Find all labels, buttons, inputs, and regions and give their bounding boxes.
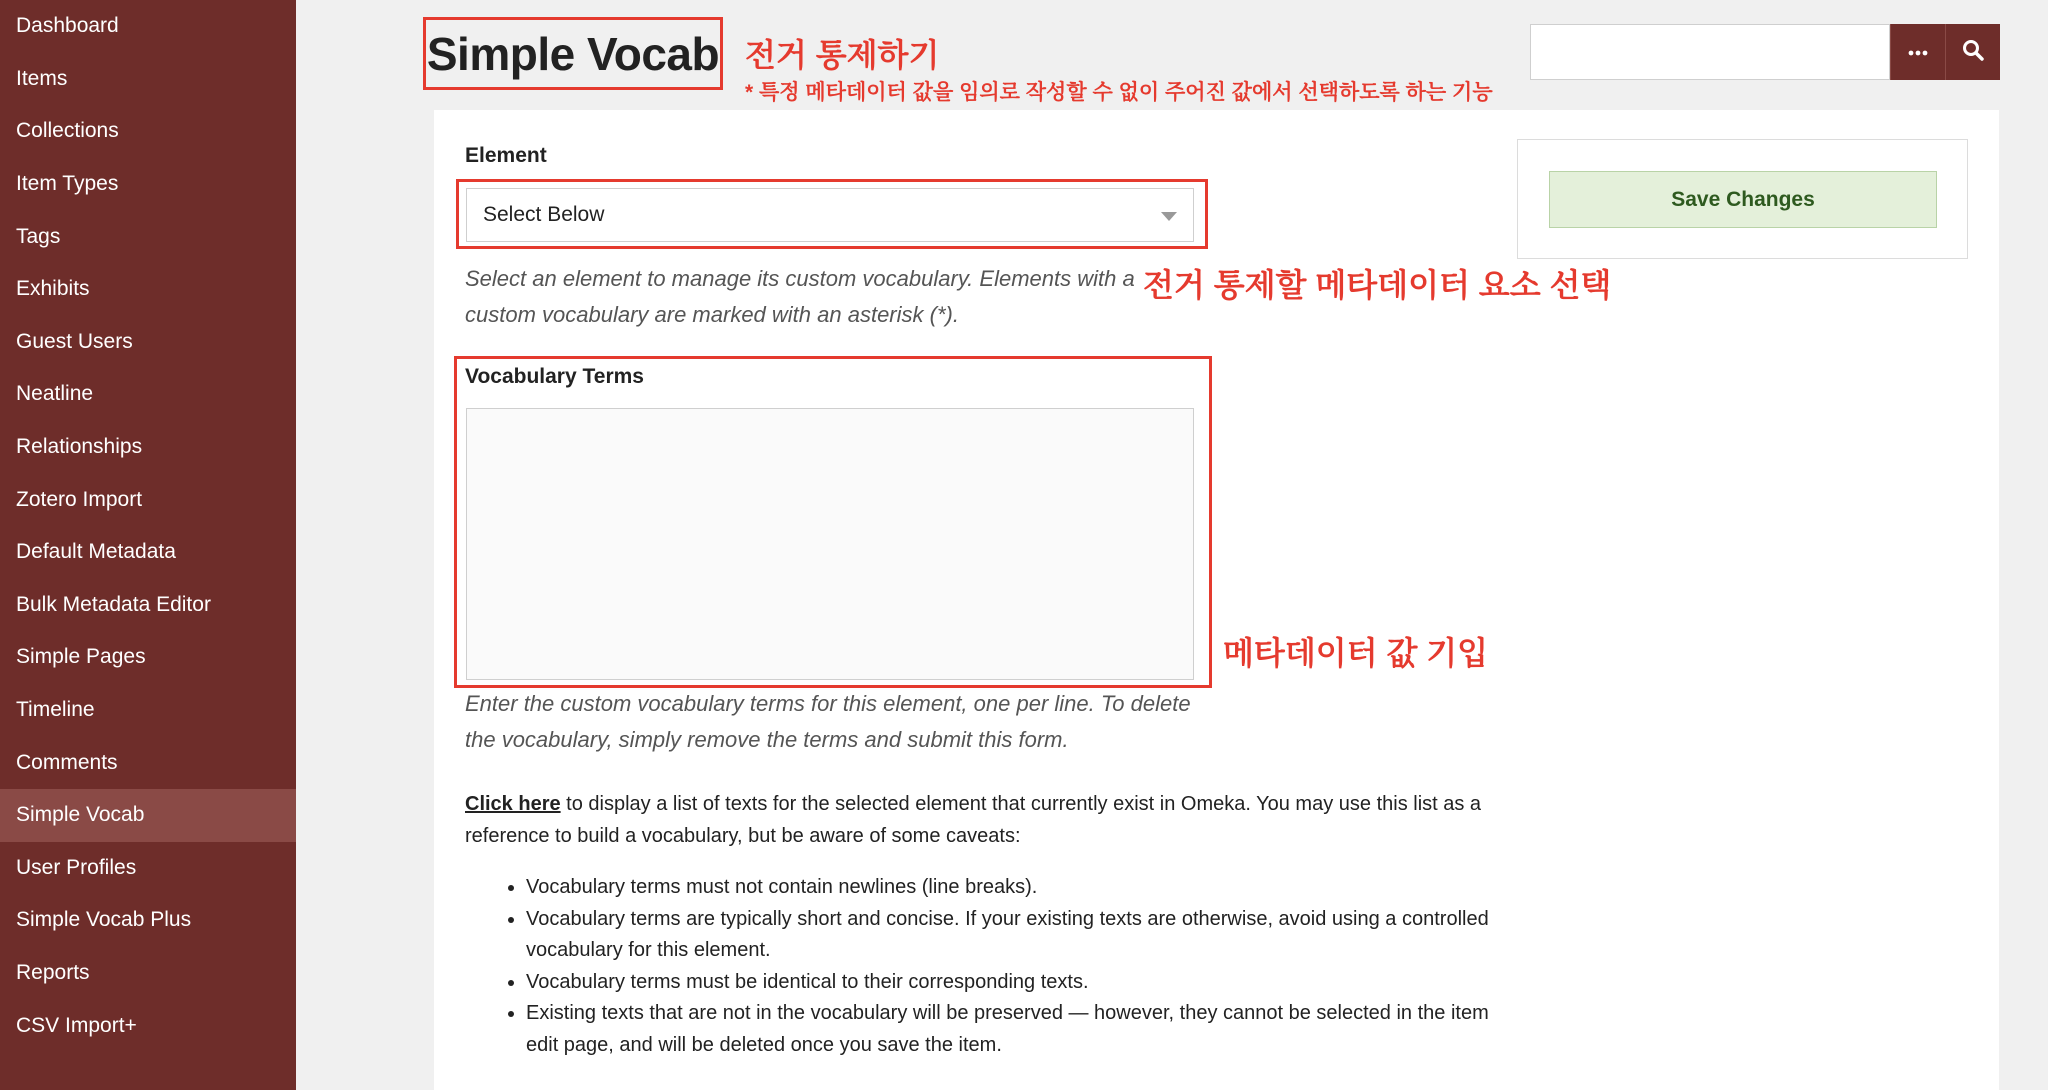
sidebar-item-simple-pages[interactable] [0,631,296,684]
vocab-help-text: Enter the custom vocabulary terms for this element, one per line. To delete the vocabulary, simply remove the terms and submit this form. [465,691,1191,752]
sidebar-item-label: Tags [16,224,61,248]
sidebar-item-label: Simple Vocab [16,803,145,827]
annotation-title: 전거 통제하기 [745,37,940,73]
sidebar-item-exhibits[interactable] [0,263,296,316]
caveat-list [506,872,1496,1061]
sidebar [0,0,296,1090]
sidebar-item-label: User Profiles [16,855,137,879]
sidebar-item-label: Exhibits [16,277,90,301]
save-changes-button[interactable]: Save Changes [1549,171,1937,228]
element-select[interactable] [466,188,1194,242]
sidebar-item-relationships[interactable] [0,421,296,474]
vocab-terms-label: Vocabulary Terms [465,365,644,388]
sidebar-item-tags[interactable] [0,210,296,263]
element-label: Element [465,144,547,167]
search-button[interactable] [1945,24,2000,80]
sidebar-item-user-profiles[interactable] [0,842,296,895]
sidebar-item-label: Simple Vocab Plus [16,908,192,932]
sidebar-item-reports[interactable] [0,947,296,1000]
sidebar-item-label: Item Types [16,172,119,196]
sidebar-item-guest-users[interactable] [0,316,296,369]
sidebar-item-label: CSV Import+ [16,1013,137,1037]
sidebar-item-simple-vocab-plus[interactable] [0,894,296,947]
list-item: • Vocabulary terms must be identical to their corresponding texts. [526,967,1496,999]
sidebar-item-simple-vocab[interactable] [0,789,296,842]
list-item: • Existing texts that are not in the vocabulary will be preserved — however, they cannot be selected in the item edit page, and will be deleted once you save the item. [526,998,1496,1061]
sidebar-item-bulk-metadata-editor[interactable] [0,579,296,632]
search-options-button[interactable] [1890,24,1945,80]
sidebar-item-label: Dashboard [16,14,119,38]
sidebar-item-collections[interactable] [0,105,296,158]
sidebar-item-item-types[interactable] [0,158,296,211]
sidebar-item-label: Collections [16,119,119,143]
page-title: Simple Vocab [426,27,720,80]
sidebar-item-label: Simple Pages [16,645,146,669]
sidebar-item-csv-import-plus[interactable] [0,999,296,1052]
sidebar-item-label: Comments [16,750,118,774]
vocab-terms-textarea[interactable] [466,408,1194,680]
list-item: • Vocabulary terms are typically short and concise. If your existing texts are otherwise, avoid using a controlled vocabulary for this element. [526,904,1496,967]
annotation-element: 전거 통제할 메타데이터 요소 선택 [1143,267,1612,303]
annotation-vocab: 메타데이터 값 기입 [1223,635,1489,671]
sidebar-item-label: Zotero Import [16,487,143,511]
info-paragraph [465,788,1495,852]
sidebar-item-label: Bulk Metadata Editor [16,592,211,616]
sidebar-item-neatline[interactable] [0,368,296,421]
info-text: to display a list of texts for the selected element that currently exist in Omeka. You may use this list as a reference to build a vocabulary, but be aware of some caveats: [465,793,1482,847]
click-here-link[interactable]: Click here [465,793,561,815]
annotation-description: * 특정 메타데이터 값을 임의로 작성할 수 없이 주어진 값에서 선택하도록 하는 기능 [745,81,1493,104]
sidebar-item-items[interactable] [0,53,296,106]
sidebar-item-label: Items [16,66,68,90]
sidebar-item-label: Guest Users [16,329,133,353]
sidebar-item-label: Neatline [16,382,94,406]
sidebar-item-label: Reports [16,960,90,984]
element-select-value: Select Below [483,203,605,226]
search-bar [1530,24,2000,80]
chevron-down-icon [1161,203,1177,227]
sidebar-item-comments[interactable] [0,736,296,789]
sidebar-item-label: Relationships [16,435,143,459]
sidebar-item-label: Default Metadata [16,540,176,564]
element-help-text: Select an element to manage its custom vocabulary. Elements with a custom vocabulary are marked with an asterisk (*). [465,266,1135,327]
sidebar-item-dashboard[interactable] [0,0,296,53]
page-title-highlight [423,17,723,90]
search-input[interactable] [1530,24,1890,80]
sidebar-item-zotero-import[interactable] [0,473,296,526]
list-item: • Vocabulary terms must not contain newlines (line breaks). [526,872,1496,904]
ellipsis-icon [1908,43,1928,61]
search-icon [1962,39,1984,66]
sidebar-item-timeline[interactable] [0,684,296,737]
sidebar-item-default-metadata[interactable] [0,526,296,579]
sidebar-item-label: Timeline [16,698,95,722]
